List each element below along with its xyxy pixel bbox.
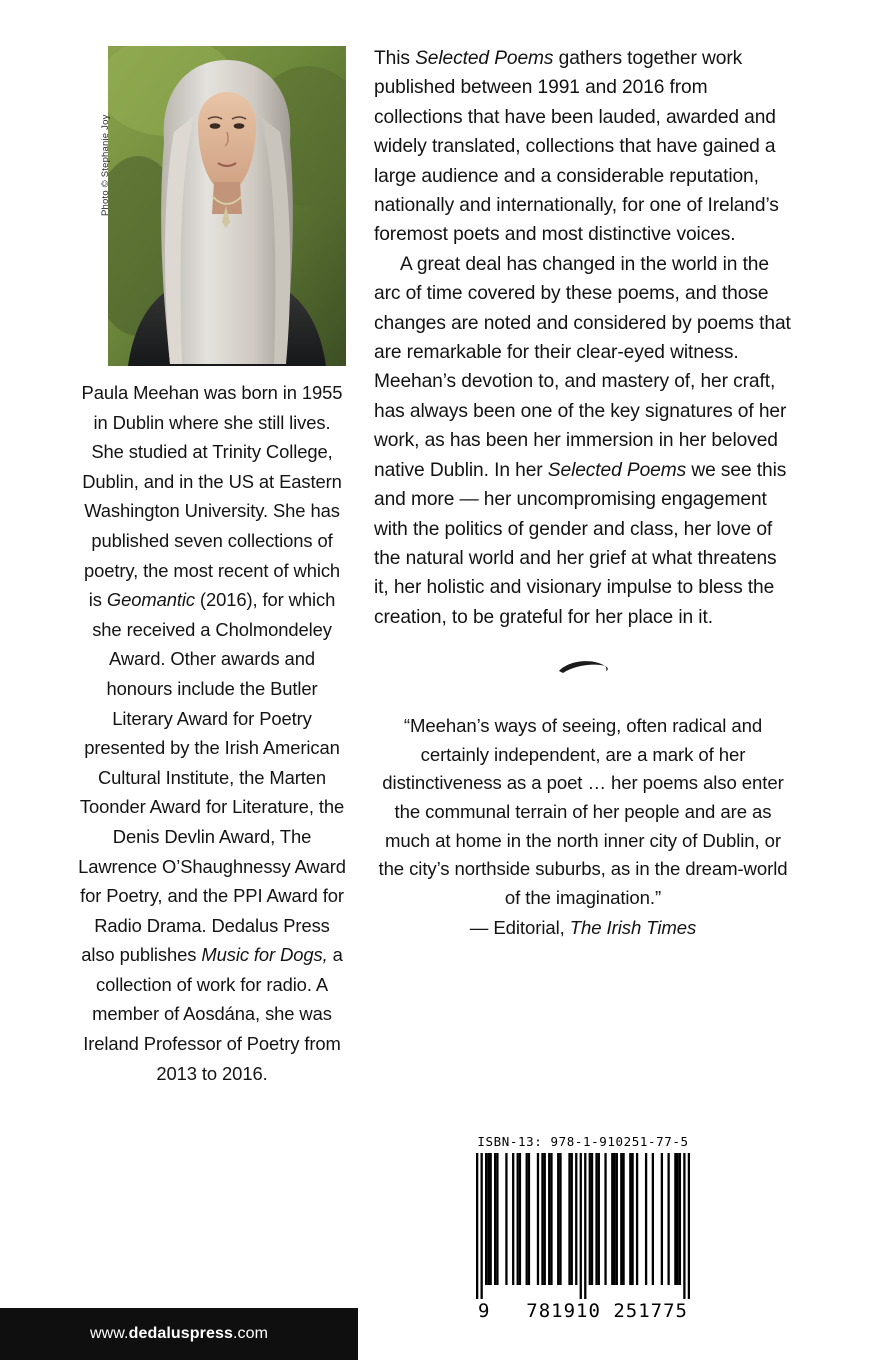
url-suffix: .com [232, 1325, 269, 1342]
barcode-digit-main: 781910 251775 [526, 1300, 688, 1322]
pull-quote-attribution: — Editorial, The Irish Times [469, 917, 697, 939]
author-photo-block [100, 46, 346, 366]
pull-quote [374, 712, 792, 943]
left-column [78, 46, 346, 1088]
barcode-digits [476, 1300, 690, 1322]
barcode-digit-lead: 9 [478, 1300, 491, 1322]
author-bio: Paula Meehan was born in 1955 in Dublin where she still lives. She studied at Trinity College, Dublin, and in the US at Eastern Washington University. She has published seven collections of poetry, the most recent of which is Geomantic (2016), for which she received a Cholmondeley Award. Other awards and honours include the Butler Literary Award for Poetry presented by the Irish American Cultural Institute, the Marten Toonder Award for Literature, the Denis Devlin Award, The Lawrence O’Shaughnessy Award for Poetry, and the PPI Award for Radio Drama. Dedalus Press also publishes Music for Dogs, a collection of work for radio. A member of Aosdána, she was Ireland Professor of Poetry from 2013 to 2016. [78, 382, 346, 1084]
isbn-label: ISBN-13: 978-1-910251-77-5 [477, 1134, 689, 1149]
pull-quote-text: “Meehan’s ways of seeing, often radical and certainly independent, are a mark of her distinctiveness as a poet … her poems also enter the communal terrain of her people and are as much at home in the north inner city of Dublin, or the city’s northside suburbs, as in the dream-world of the imagination.” [378, 715, 788, 908]
blurb-text [374, 44, 792, 632]
barcode-block [470, 1134, 696, 1322]
publisher-url-bar[interactable] [0, 1308, 358, 1360]
author-portrait-image [108, 46, 346, 366]
paragraph: This Selected Poems gathers together work published between 1991 and 2016 from collections that have been lauded, awarded and widely translated, collections that have gained a large audience and a considerable reputation, nationally and internationally, for one of Ireland’s foremost poets and most distinctive voices. [374, 48, 779, 246]
leaf-ornament-icon [553, 656, 613, 682]
right-column [374, 44, 792, 943]
photo-credit: Photo © Stephanie Joy [100, 114, 111, 216]
url-brand: dedaluspress [128, 1325, 233, 1342]
barcode-bars [476, 1153, 690, 1299]
paragraph: A great deal has changed in the world in the arc of time covered by these poems, and those changes are noted and considered by poems that are remarkable for their clear-eyed witness. Meehan’s devotion to, and mastery of, her craft, has always been one of the key signatures of her work, as has been her immersion in her beloved native Dublin. In her Selected Poems we see this and more — her uncompromising engagement with the politics of gender and class, her love of the natural world and her grief at what threatens it, her holistic and visionary impulse to bless the creation, to be grateful for her place in it. [374, 253, 791, 628]
url-prefix: www. [89, 1325, 129, 1342]
